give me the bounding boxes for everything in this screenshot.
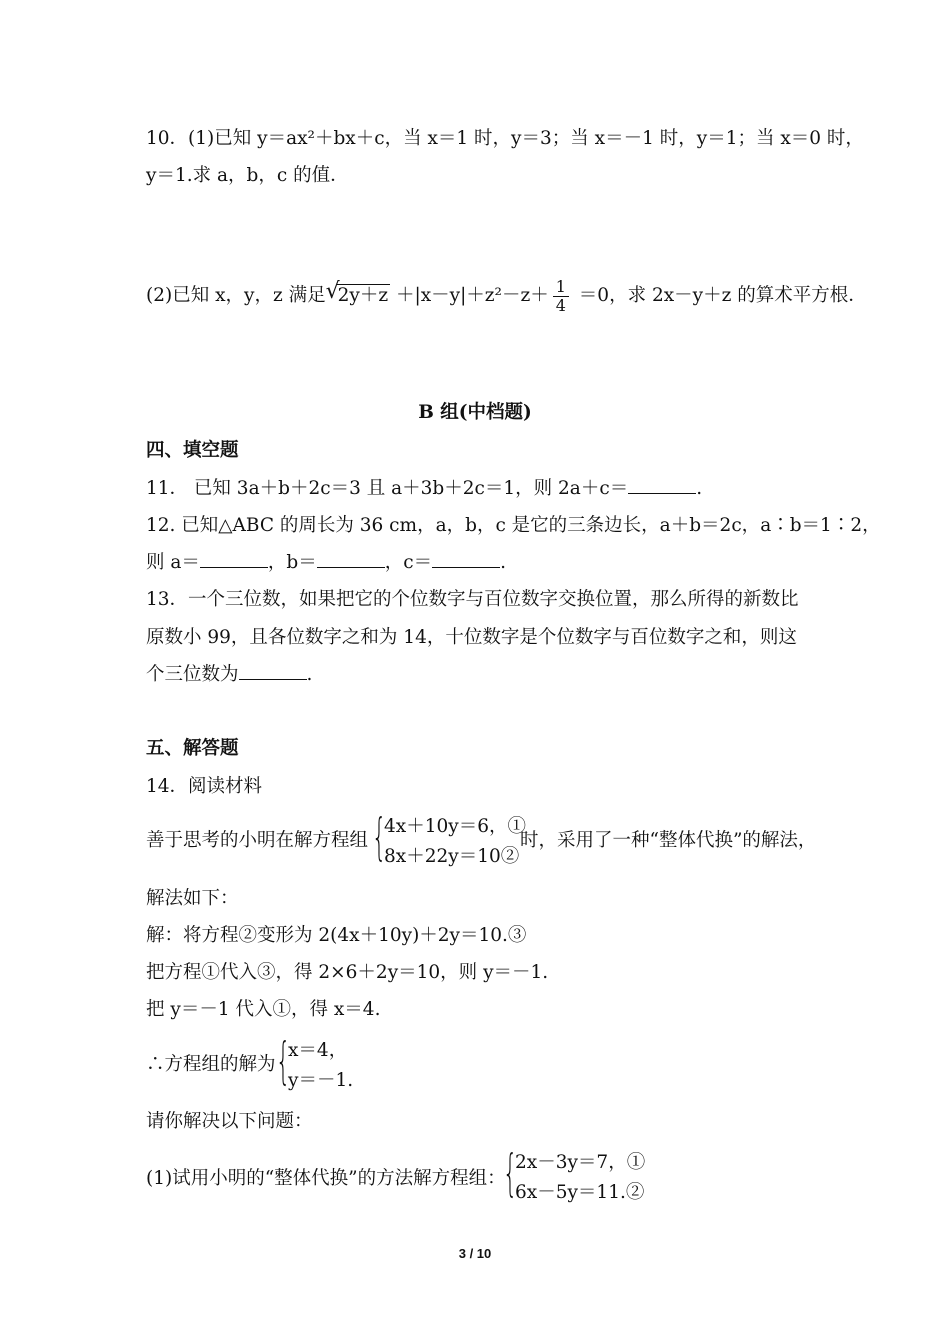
q12-line1: 12. 已知△ABC 的周长为 36 cm，a，b，c 是它的三条边长，a＋b＝2c，a∶b＝1∶2， [146,515,881,536]
system1-eq1: 4x＋10y＝6，① [384,816,526,837]
q10-part2-middle: ＋|x－y|＋z²－z＋ [390,285,549,306]
q12-c-label: ，c＝ [384,552,433,573]
sqrt-radicand: 2y＋z [337,285,389,306]
fraction-denominator: 4 [555,295,566,315]
q14-step1: 解：将方程②变形为 2(4x＋10y)＋2y＝10.③ [146,925,527,946]
q13-line1: 13．一个三位数，如果把它的个位数字与百位数字交换位置，那么所得的新数比 [146,589,799,610]
system2-eq1: 2x－3y＝7，① [515,1152,646,1173]
answer-blank [200,549,268,568]
q14-conclusion-prefix: ∴方程组的解为 [146,1054,276,1075]
q12-end: . [500,552,507,573]
solution-y: y＝－1. [288,1070,354,1091]
answer-blank [628,475,696,494]
q14-ask: 请你解决以下问题： [146,1111,313,1132]
solution-system [276,1032,376,1096]
q10-part2-prefix: (2)已知 x，y，z 满足 [146,285,326,306]
q10-part1-line1: 10．(1)已知 y＝ax²＋bx＋c，当 x＝1 时，y＝3；当 x＝－1 时，y＝1；当 x＝0 时， [146,128,864,149]
brace-icon: { [276,1032,291,1090]
q14-title: 14．阅读材料 [146,776,263,797]
q11-end: . [696,478,703,499]
q12-line2 [146,548,506,574]
answer-blank [432,549,500,568]
q11 [146,474,702,500]
equation-system-2 [503,1144,653,1208]
q10-part1-line2: y＝1.求 a，b，c 的值． [146,165,349,186]
q13-line3-text: 个三位数为 [146,664,239,685]
system2-eq2: 6x－5y＝11.② [515,1182,645,1203]
q10-part2 [146,276,867,316]
q13-end: . [306,664,313,685]
q14-part1-prefix: (1)试用小明的“整体代换”的方法解方程组： [146,1168,506,1189]
brace-icon: { [503,1144,518,1202]
page-number: 3 / 10 [458,1246,492,1261]
q11-text: 11． 已知 3a＋b＋2c＝3 且 a＋3b＋2c＝1，则 2a＋c＝ [146,478,629,499]
section-b-title: B 组(中档题) [418,402,532,423]
q14-intro-prefix: 善于思考的小明在解方程组 [146,830,369,851]
fraction-numerator: 1 [553,278,569,297]
q14-method: 解法如下： [146,888,239,909]
q14-intro-suffix: 时，采用了一种“整体代换”的解法， [520,830,817,851]
q14-step2: 把方程①代入③，得 2×6＋2y＝10，则 y＝－1. [146,962,549,983]
equation-system-1 [372,808,532,872]
answer-blank [239,661,307,680]
heading-fill-blank: 四、填空题 [146,440,239,461]
sqrt-expression: √ 2y＋z [325,279,389,306]
heading-solve: 五、解答题 [146,738,239,759]
solution-x: x＝4， [288,1040,348,1061]
answer-blank [317,549,385,568]
q13-line3 [146,660,312,686]
q13-line2: 原数小 99，且各位数字之和为 14，十位数字是个位数字与百位数字之和，则这 [146,627,797,648]
fraction-one-quarter [553,278,569,315]
q12-b-label: ，b＝ [267,552,317,573]
q10-part2-suffix: ＝0，求 2x－y＋z 的算术平方根． [572,285,867,306]
system1-eq2: 8x＋22y＝10② [384,846,520,867]
q14-step3: 把 y＝－1 代入①，得 x＝4. [146,999,381,1020]
brace-icon: { [372,808,387,866]
q12-a-label: 则 a＝ [146,552,200,573]
